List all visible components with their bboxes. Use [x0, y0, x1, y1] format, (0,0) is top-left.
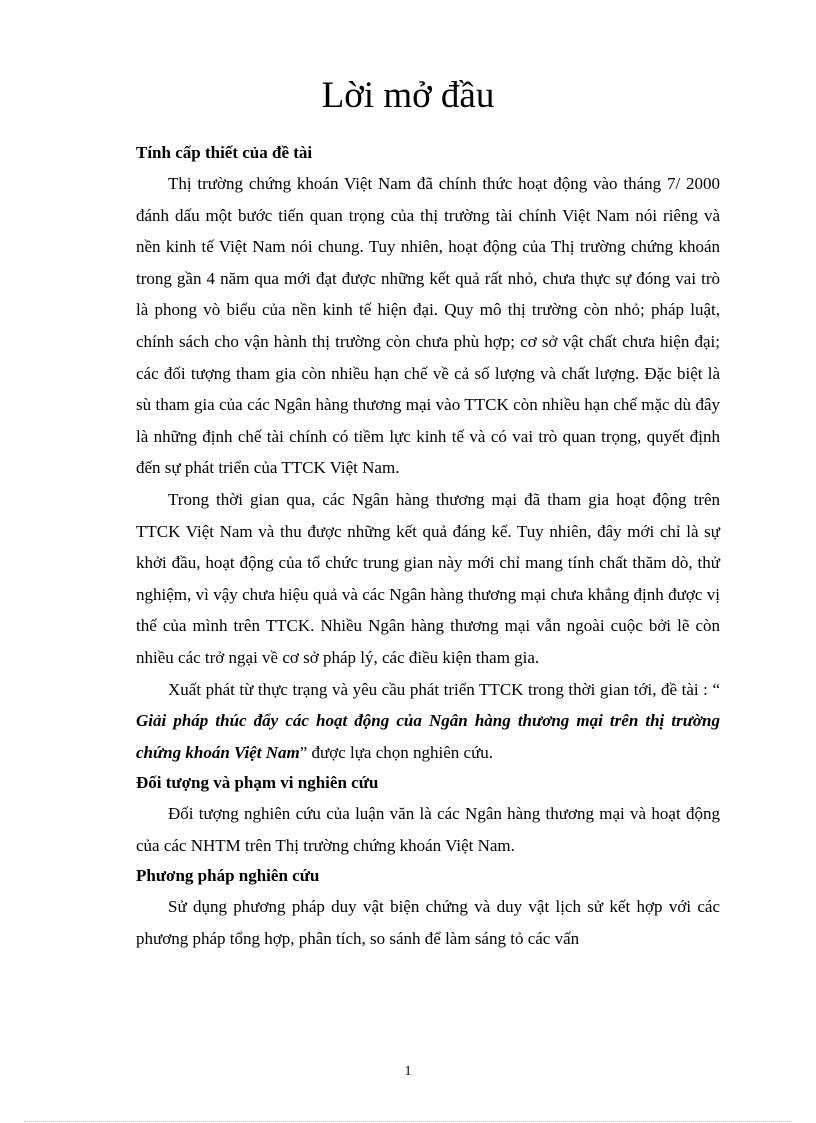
topic-intro-text: Xuất phát từ thực trạng và yêu cầu phát triển TTCK trong thời gian tới, đề tài : “ — [168, 679, 720, 699]
document-body — [136, 138, 720, 955]
thesis-topic-title: Giải pháp thúc đẩy các hoạt động của Ngân hàng thương mại trên thị trường chứng khoán Việt Nam — [136, 711, 720, 762]
topic-outro-text: ” được lựa chọn nghiên cứu. — [299, 742, 494, 762]
page-title: Lời mở đầu — [321, 75, 495, 116]
paragraph-scope-1: Đối tượng nghiên cứu của luận văn là các Ngân hàng thương mại và hoạt động của các NHTM trên Thị trường chứng khoán Việt Nam. — [136, 804, 720, 855]
page-bottom-divider — [24, 1121, 792, 1122]
paragraph-urgency-2: Trong thời gian qua, các Ngân hàng thương mại đã tham gia hoạt động trên TTCK Việt Nam và thu được những kết quả đáng kể. Tuy nhiên, đây mới chỉ là sự khởi đầu, hoạt động của tổ chức trung gian này mới chỉ mang tính chất thăm dò, thử nghiệm, vì vậy chưa hiệu quả và các Ngân hàng thương mại chưa khẳng định được vị thế của mình trên TTCK. Nhiều Ngân hàng thương mại vẫn ngoài cuộc bởi lẽ còn nhiều các trở ngại về cơ sở pháp lý, các điều kiện tham gia. — [136, 489, 720, 667]
page-number: 1 — [404, 1064, 412, 1079]
paragraph-method-1: Sử dụng phương pháp duy vật biện chứng và duy vật lịch sử kết hợp với các phương pháp tổng hợp, phân tích, so sánh để làm sáng tỏ các vấn — [136, 897, 720, 949]
section-heading-urgency: Tính cấp thiết của đề tài — [136, 143, 313, 162]
paragraph-urgency-3 — [136, 674, 720, 769]
paragraph-urgency-1: Thị trường chứng khoán Việt Nam đã chính thức hoạt động vào tháng 7/ 2000 đánh dấu một bước tiến quan trọng của thị trường tài chính Việt Nam nói riêng và nền kinh tế Việt Nam nói chung. Tuy nhiên, hoạt động của Thị trường chứng khoán trong gần 4 năm qua mới đạt được những kết quả rất nhỏ, chưa thực sự đóng vai trò là phong vò biểu của nền kinh tế hiện đại. Quy mô thị trường còn nhỏ; pháp luật, chính sách cho vận hành thị trường còn chưa phù hợp; cơ sở vật chất chưa hiện đại; các đối tượng tham gia còn nhiều hạn chế về cả số lượng và chất lượng. Đặc biệt là sù tham gia của các Ngân hàng thương mại vào TTCK còn nhiều hạn chế mặc dù đây là những định chế tài chính có tiềm lực kinh tế và có vai trò quan trọng, quyết định đến sự phát triển của TTCK Việt Nam. — [136, 174, 720, 478]
section-heading-method: Phương pháp nghiên cứu — [136, 866, 320, 886]
section-heading-scope: Đối tượng và phạm vi nghiên cứu — [136, 773, 379, 793]
